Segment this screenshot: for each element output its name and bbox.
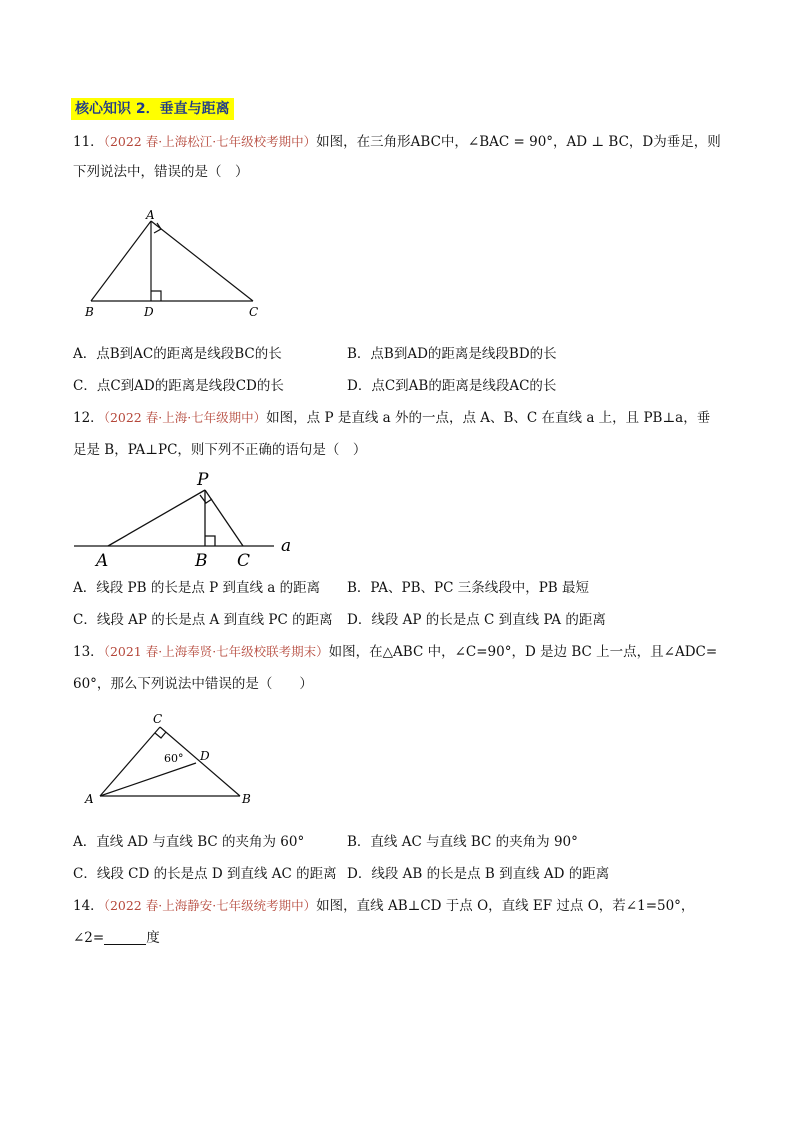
q13-option-a[interactable]: A．直线 AD 与直线 BC 的夹角为 60° [73,834,305,850]
q11-label-a: A [146,208,155,222]
q11-option-a[interactable]: A．点B到AC的距离是线段BC的长 [73,346,282,362]
q13-figure [80,708,265,808]
q11-segment-ab [91,221,151,301]
q12-source: （2022 春·上海·七年级期中） [103,410,267,425]
q13-number: 13． [73,644,104,660]
q13-label-a: A [85,792,94,806]
q12-segment-pc [205,490,243,546]
q13-line1 [73,642,717,662]
q12-figure [70,467,310,572]
section-heading: 核心知识 2．垂直与距离 [71,98,234,120]
q12-label-c: C [237,551,251,571]
q11-option-c[interactable]: C．点C到AD的距离是线段CD的长 [73,378,284,394]
q11-right-angle-d-icon [151,291,161,301]
q14-text2-prefix: ∠2= [73,930,105,946]
q13-angle-label: 60° [164,752,184,765]
q11-line2: 下列说法中，错误的是（ ） [73,164,249,180]
q14-line1 [73,896,694,916]
q11-segment-ac [151,221,253,301]
q13-line2: 60°，那么下列说法中错误的是（ ） [73,676,313,692]
q12-option-a[interactable]: A．线段 PB 的长是点 P 到直线 a 的距离 [73,580,321,596]
q13-option-d[interactable]: D．线段 AB 的长是点 B 到直线 AD 的距离 [347,866,610,882]
q12-option-b[interactable]: B．PA、PB、PC 三条线段中，PB 最短 [347,580,590,596]
q12-label-p: P [197,470,209,490]
q12-option-d[interactable]: D．线段 AP 的长是点 C 到直线 PA 的距离 [347,612,606,628]
q12-number: 12． [73,410,104,426]
q13-option-b[interactable]: B．直线 AC 与直线 BC 的夹角为 90° [347,834,578,850]
q12-label-b: B [195,551,208,571]
q12-right-angle-b-icon [205,536,215,546]
q14-number: 14． [73,898,104,914]
q13-text1: 如图，在△ABC 中，∠C=90°，D 是边 BC 上一点，且∠ADC= [328,644,718,660]
q11-figure [80,205,280,320]
q14-text2-suffix: 度 [146,930,160,946]
q12-right-angle-p-icon [200,495,212,503]
q14-line2 [73,928,160,948]
q12-line1 [73,408,710,428]
q13-option-c[interactable]: C．线段 CD 的长是点 D 到直线 AC 的距离 [73,866,337,882]
q11-label-d: D [144,305,154,319]
q12-label-a: A [96,551,109,571]
q11-label-b: B [85,305,94,319]
q11-line1 [73,132,721,152]
q12-text1: 如图，点 P 是直线 a 外的一点，点 A、B、C 在直线 a 上，且 PB⊥a，垂 [266,410,711,426]
q11-text1: 如图，在三角形ABC中，∠BAC = 90°，AD ⊥ BC，D为垂足，则 [316,134,721,150]
q11-option-b[interactable]: B．点B到AD的距离是线段BD的长 [347,346,557,362]
q14-text1: 如图，直线 AB⊥CD 于点 O，直线 EF 过点 O，若∠1=50°， [316,898,695,914]
q12-segment-pa [108,490,205,546]
q11-source: （2022 春·上海松江·七年级校考期中） [103,134,317,149]
q11-option-d[interactable]: D．点C到AB的距离是线段AC的长 [347,378,557,394]
q12-label-line-a: a [281,536,292,556]
q12-line2: 足是 B，PA⊥PC，则下列不正确的语句是（ ） [73,442,367,458]
q14-answer-blank[interactable] [104,930,146,945]
q13-label-d: D [200,749,210,763]
q13-label-b: B [242,792,251,806]
q14-source: （2022 春·上海静安·七年级统考期中） [103,898,317,913]
q13-right-angle-c-icon [155,732,166,738]
q11-label-c: C [249,305,259,319]
q11-number: 11． [73,134,104,150]
q13-source: （2021 春·上海奉贤·七年级校联考期末） [103,644,329,659]
q12-option-c[interactable]: C．线段 AP 的长是点 A 到直线 PC 的距离 [73,612,333,628]
q13-label-c: C [153,712,163,726]
